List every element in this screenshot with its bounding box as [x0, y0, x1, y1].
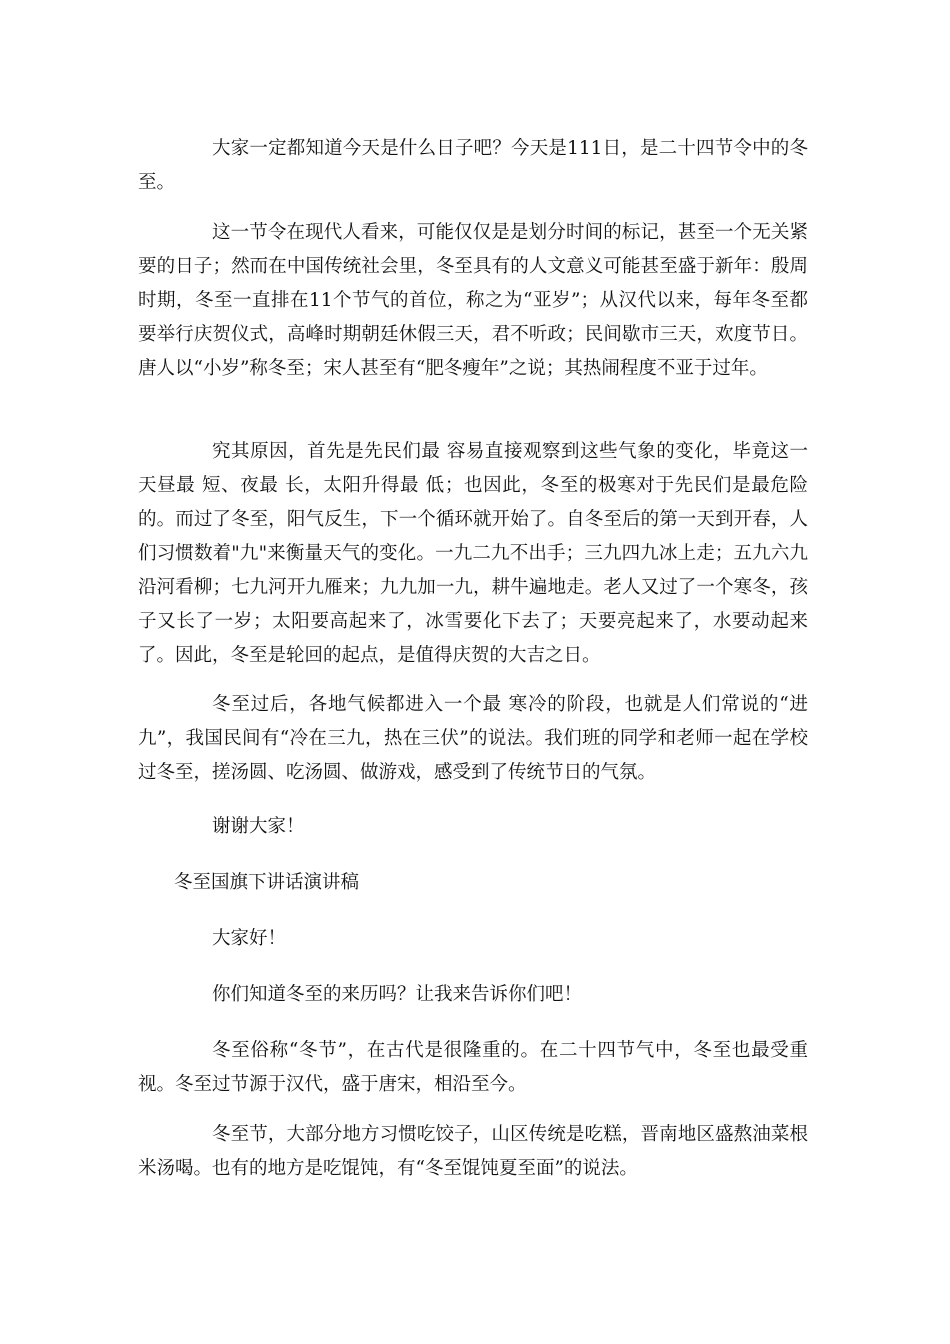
speech-title: 冬至国旗下讲话演讲稿 [174, 872, 360, 893]
paragraph-intro: 大家一定都知道今天是什么日子吧？今天是111日，是二十四节令中的冬至。 [138, 138, 808, 193]
paragraph-greeting: 大家好！ [212, 928, 287, 949]
paragraph-question: 你们知道冬至的来历吗？让我来告诉你们吧！ [212, 984, 583, 1005]
paragraph-winter-festival: 冬至俗称“冬节”，在古代是很隆重的。在二十四节气中，冬至也最受重视。冬至过节源于汉代，盛于唐宋，相沿至今。 [138, 1040, 808, 1095]
paragraph-thanks: 谢谢大家！ [212, 816, 305, 837]
paragraph-food: 冬至节，大部分地方习惯吃饺子，山区传统是吃糕，晋南地区盛熬油菜根米汤喝。也有的地方是吃馄饨，有“冬至馄饨夏至面”的说法。 [138, 1124, 808, 1179]
paragraph-after-winter: 冬至过后，各地气候都进入一个最 寒冷的阶段，也就是人们常说的“进九”，我国民间有“冷在三九，热在三伏”的说法。我们班的同学和老师一起在学校过冬至，搓汤圆、吃汤圆、做游戏，感受到了传统节日的气氛。 [138, 694, 808, 783]
paragraph-reason: 究其原因，首先是先民们最 容易直接观察到这些气象的变化，毕竟这一天昼最 短、夜最 长，太阳升得最 低；也因此，冬至的极寒对于先民们是最危险的。而过了冬至，阳气反生，下一个循环就开始了。自冬至后的第一天到开春，人们习惯数着"九"来衡量天气的变化。一九二九不出手；三九四九冰上走；五九六九沿河看柳；七九河开九雁来；九九加一九，耕牛遍地走。老人又过了一个寒冬，孩子又长了一岁；太阳要高起来了，冰雪要化下去了；天要亮起来了，水要动起来了。因此，冬至是轮回的起点，是值得庆贺的大吉之日。 [138, 441, 808, 666]
paragraph-history: 这一节令在现代人看来，可能仅仅是是划分时间的标记，甚至一个无关紧要的日子；然而在中国传统社会里，冬至具有的人文意义可能甚至盛于新年：殷周时期，冬至一直排在11个节气的首位，称之为“亚岁”；从汉代以来，每年冬至都要举行庆贺仪式，高峰时期朝廷休假三天，君不听政；民间歇市三天，欢度节日。唐人以“小岁”称冬至；宋人甚至有“肥冬瘦年”之说；其热闹程度不亚于过年。 [138, 222, 808, 379]
